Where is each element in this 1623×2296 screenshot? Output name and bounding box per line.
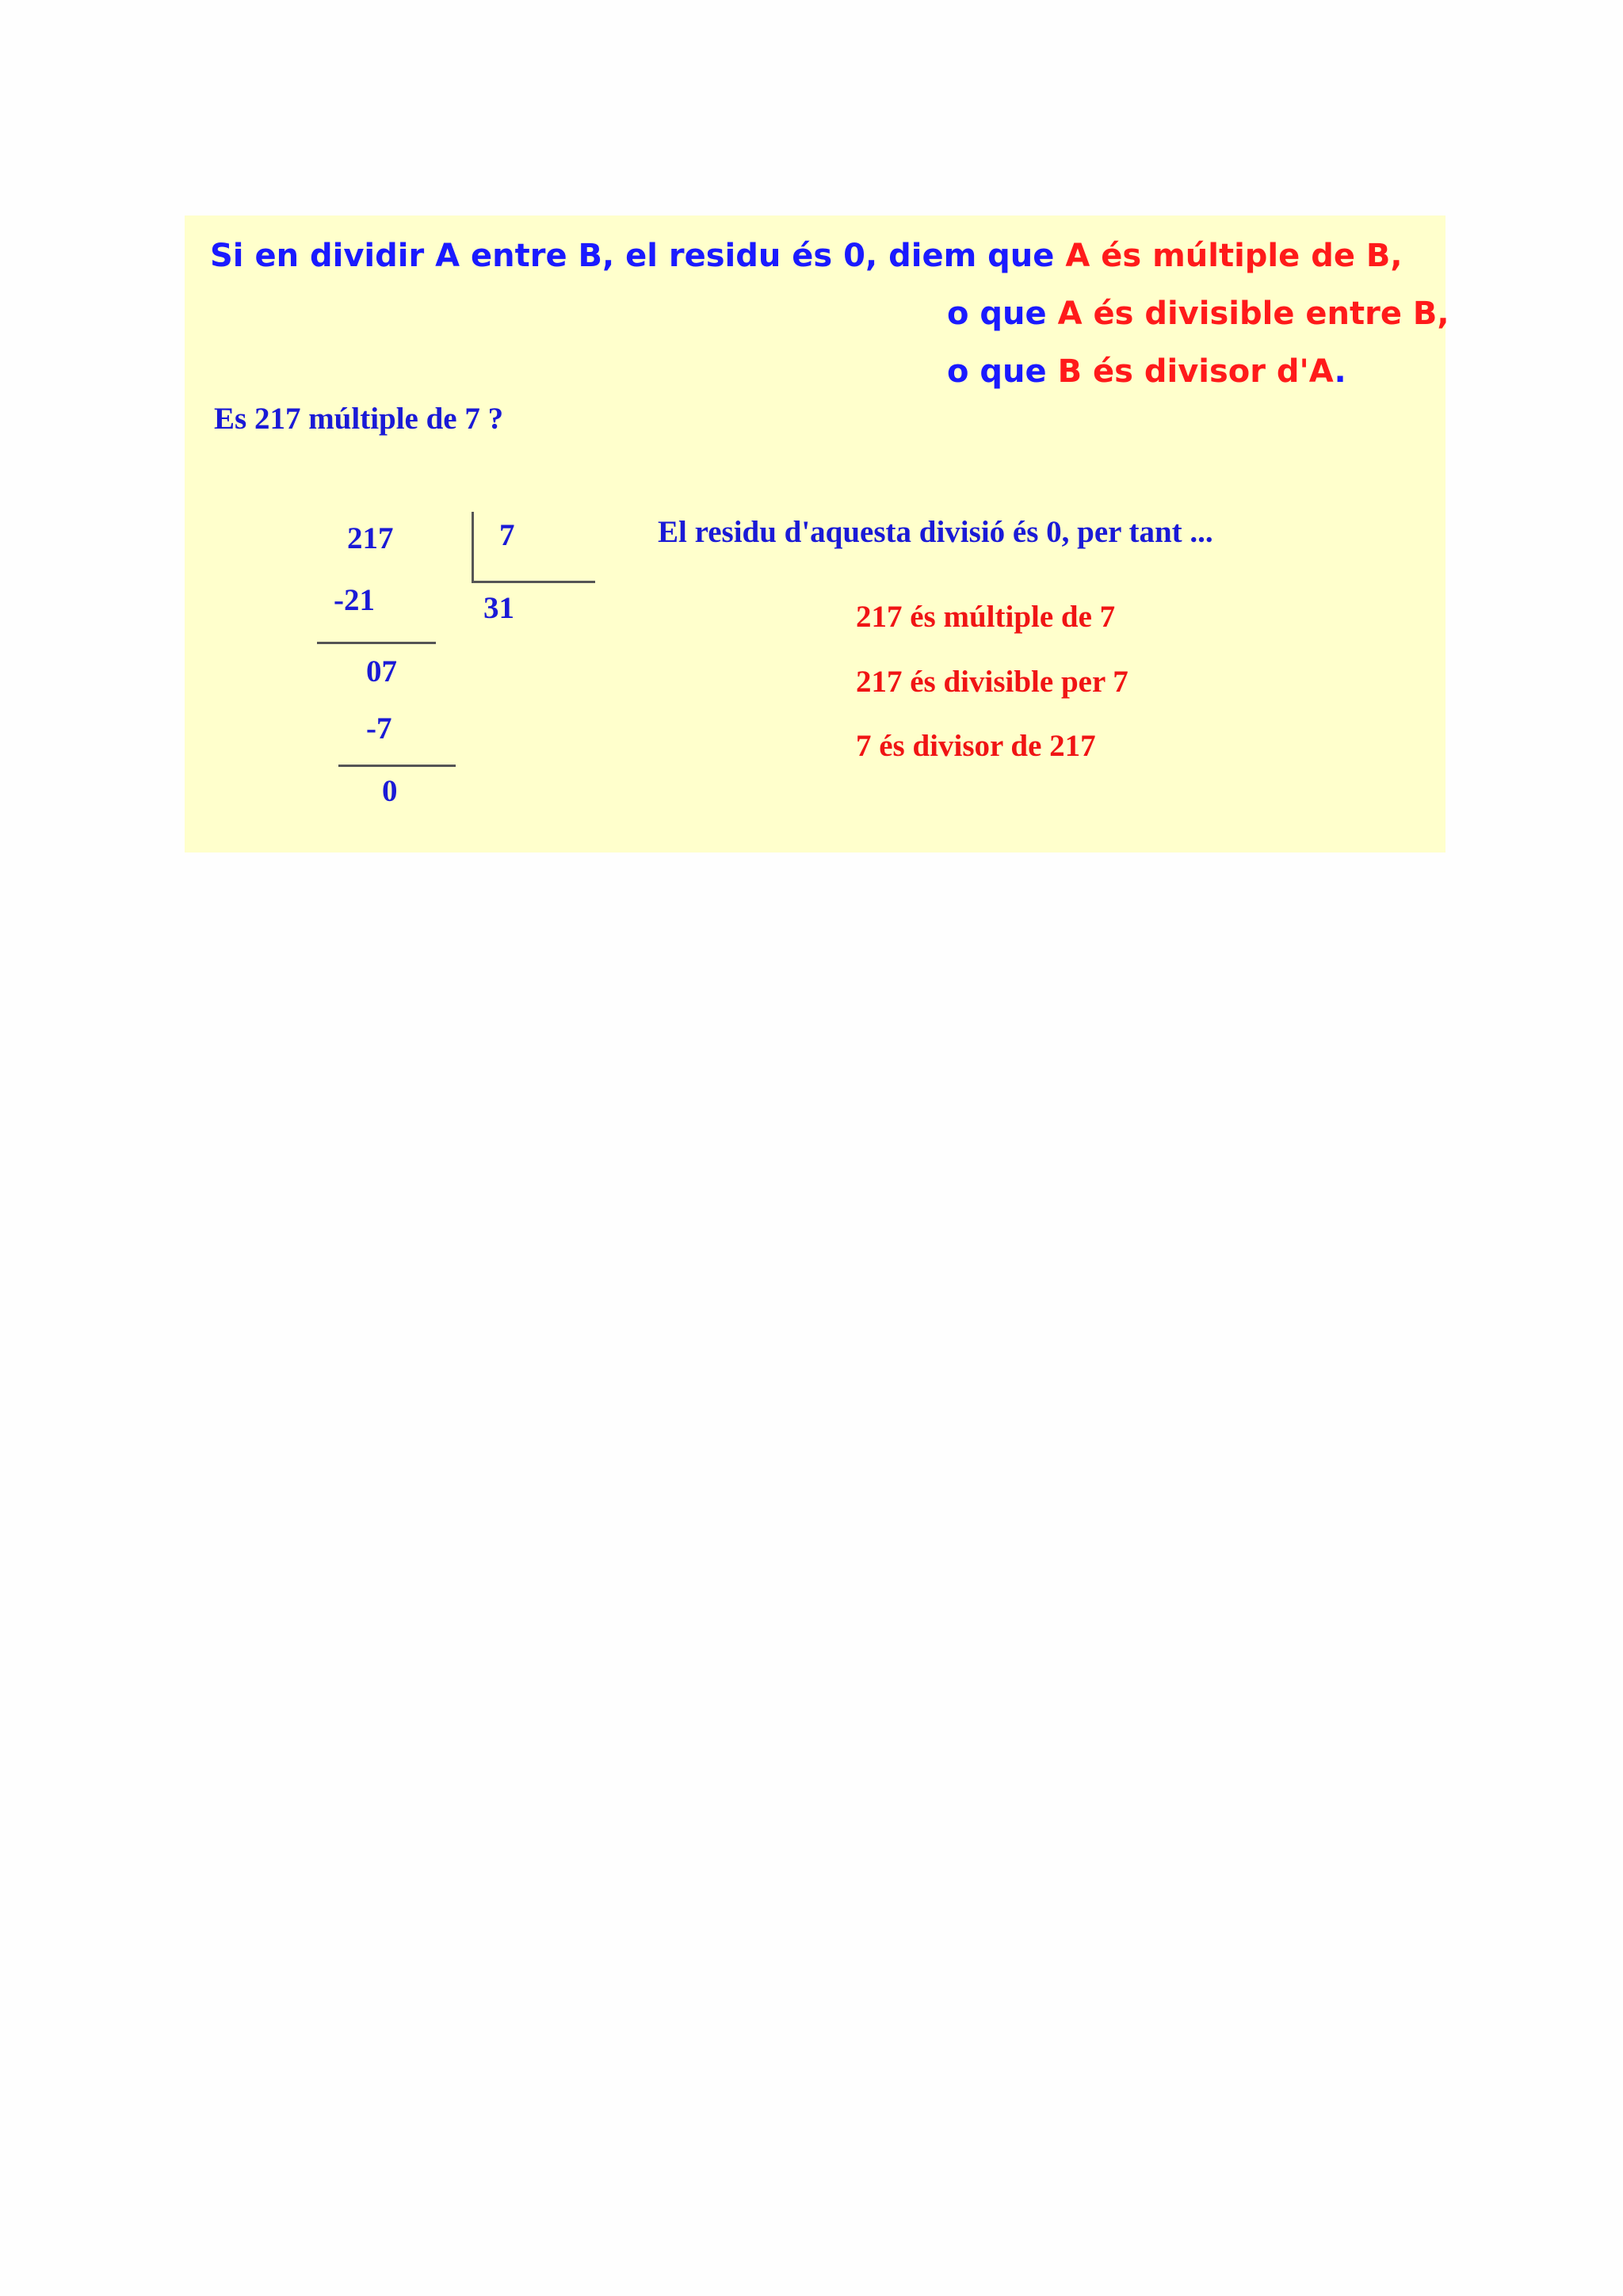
subtract-2: -7 bbox=[366, 711, 392, 746]
explanation: El residu d'aquesta divisió és 0, per tant ... bbox=[658, 515, 1213, 549]
rule-line-3-blue: o que bbox=[947, 353, 1058, 390]
rule-line-1-red: A és múltiple de B, bbox=[1065, 238, 1403, 274]
rule-line-2 bbox=[947, 298, 1449, 330]
remainder: 0 bbox=[382, 774, 398, 808]
rule-line-1 bbox=[210, 240, 1403, 272]
subtract-1: -21 bbox=[334, 583, 375, 617]
subtraction-line-2 bbox=[338, 765, 456, 767]
quotient: 31 bbox=[483, 591, 514, 625]
partial-remainder: 07 bbox=[366, 654, 397, 688]
subtraction-line-1 bbox=[317, 642, 436, 644]
conclusion-divisible: 217 és divisible per 7 bbox=[856, 665, 1128, 699]
rule-line-3 bbox=[947, 353, 1346, 390]
question: Es 217 múltiple de 7 ? bbox=[214, 402, 504, 436]
division-bracket-horizontal bbox=[472, 581, 595, 583]
conclusion-divisor: 7 és divisor de 217 bbox=[856, 729, 1096, 763]
divisor: 7 bbox=[499, 518, 515, 552]
rule-line-3-red: B és divisor d'A bbox=[1057, 353, 1335, 390]
rule-line-3-end: . bbox=[1334, 353, 1346, 390]
rule-line-2-blue: o que bbox=[947, 296, 1058, 332]
conclusion-multiple: 217 és múltiple de 7 bbox=[856, 600, 1116, 634]
dividend: 217 bbox=[347, 521, 394, 555]
rule-line-2-red: A és divisible entre B, bbox=[1057, 296, 1449, 332]
rule-line-1-blue: Si en dividir A entre B, el residu és 0, diem que bbox=[210, 238, 1066, 274]
division-bracket-vertical bbox=[472, 512, 474, 583]
